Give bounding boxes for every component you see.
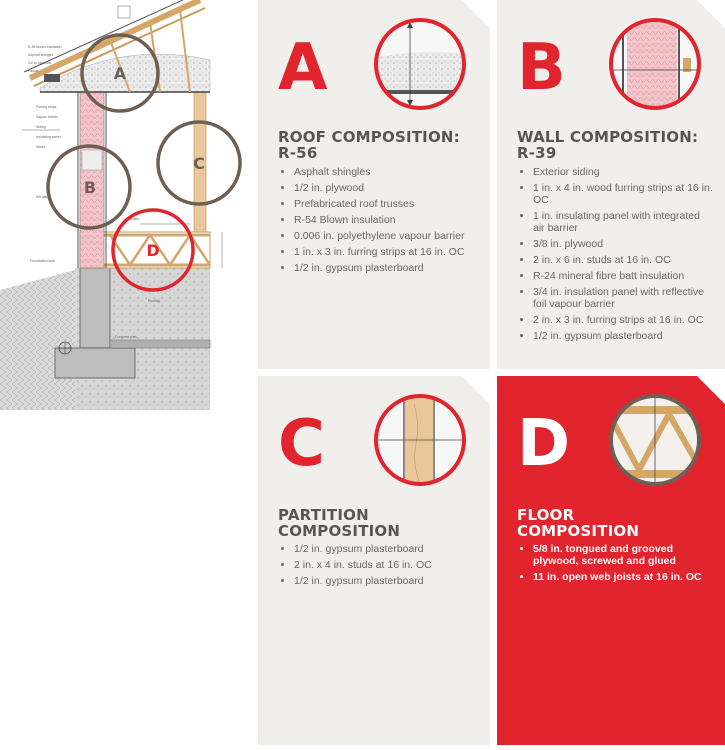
callout-3: Fascia: [28, 69, 39, 73]
list-item: • 0.006 in. polyethylene vapour barrier: [294, 230, 478, 242]
card-letter: B: [517, 31, 566, 105]
heading-line-2: COMPOSITION: [278, 522, 401, 540]
component-list: [517, 543, 713, 587]
callout-7: Insulating panel: [36, 135, 61, 139]
component-list: [517, 166, 713, 346]
card-heading: [278, 129, 460, 161]
callout-2: 1/2 in. plywood: [28, 61, 52, 65]
heading-line-1: ROOF COMPOSITION:: [278, 128, 460, 146]
heading-line-2: R-56: [278, 144, 318, 162]
list-item: • Prefabricated roof trusses: [294, 198, 478, 210]
card-wall: [497, 0, 725, 369]
heading-line-1: PARTITION: [278, 506, 369, 524]
list-item: • 1 in. x 4 in. wood furring strips at 16 in. OC: [533, 182, 713, 206]
component-list: [278, 166, 478, 278]
card-corner-notch: [697, 376, 725, 404]
circle-label-d: D: [146, 241, 160, 260]
callout-13: Concrete slab: [115, 335, 137, 339]
heading-line-2: R-39: [517, 144, 557, 162]
circle-label-c: C: [193, 154, 205, 173]
list-item: • 1/2 in. gypsum plasterboard: [294, 262, 478, 274]
wall-detail-icon: [609, 18, 701, 110]
card-corner-notch: [462, 376, 490, 404]
list-item: • 5/8 in. tongued and grooved plywood, screwed and glued: [533, 543, 713, 567]
list-item: • Exterior siding: [533, 166, 713, 178]
card-roof: [258, 0, 490, 369]
list-item: • 2 in. x 3 in. furring strips at 16 in. OC: [533, 314, 713, 326]
list-item: • R-54 Blown insulation: [294, 214, 478, 226]
list-item: • 1/2 in. gypsum plasterboard: [533, 330, 713, 342]
callout-4: Furring strips: [36, 105, 57, 109]
callout-11: Foundation wall: [30, 259, 55, 263]
component-list: [278, 543, 478, 591]
list-item: • 2 in. x 6 in. studs at 16 in. OC: [533, 254, 713, 266]
cross-section-illustration: [0, 0, 258, 745]
card-corner-notch: [697, 0, 725, 28]
list-item: • 3/4 in. insulation panel with reflective foil vapour barrier: [533, 286, 713, 310]
roof-detail-icon: [374, 18, 466, 110]
section-drawing: [0, 0, 258, 745]
heading-line-1: FLOOR: [517, 506, 575, 524]
callout-12: Footing: [148, 299, 160, 303]
card-floor: [497, 376, 725, 745]
card-partition: [258, 376, 490, 745]
partition-detail-icon: [374, 394, 466, 486]
heading-line-1: WALL COMPOSITION:: [517, 128, 699, 146]
circle-label-a: A: [113, 64, 127, 83]
list-item: • 2 in. x 4 in. studs at 16 in. OC: [294, 559, 478, 571]
list-item: • R-24 mineral fibre batt insulation: [533, 270, 713, 282]
callout-0: R-54 blown insulation: [28, 45, 62, 49]
callout-10: Joists: [130, 217, 139, 221]
callout-1: Asphalt shingles: [28, 53, 54, 57]
card-letter: C: [278, 407, 325, 481]
list-item: • 1 in. x 3 in. furring strips at 16 in. OC: [294, 246, 478, 258]
list-item: • 1 in. insulating panel with integrated air barrier: [533, 210, 713, 234]
card-heading: [517, 507, 639, 539]
card-letter: D: [517, 407, 571, 481]
heading-line-2: COMPOSITION: [517, 522, 640, 540]
circle-label-b: B: [83, 178, 97, 197]
list-item: • 1/2 in. gypsum plasterboard: [294, 575, 478, 587]
callout-6: Siding: [36, 125, 46, 129]
list-item: • 1/2 in. gypsum plasterboard: [294, 543, 478, 555]
callout-8: Studs: [36, 145, 45, 149]
list-item: • 11 in. open web joists at 16 in. OC: [533, 571, 713, 583]
card-heading: [517, 129, 698, 161]
card-heading: [278, 507, 400, 539]
floor-detail-icon: [609, 394, 701, 486]
callout-9: Sill plate: [36, 195, 50, 199]
list-item: • 1/2 in. plywood: [294, 182, 478, 194]
list-item: • 3/8 in. plywood: [533, 238, 713, 250]
list-item: • Asphalt shingles: [294, 166, 478, 178]
callout-5: Vapour barrier: [36, 115, 59, 119]
card-letter: A: [278, 31, 328, 105]
card-corner-notch: [462, 0, 490, 28]
